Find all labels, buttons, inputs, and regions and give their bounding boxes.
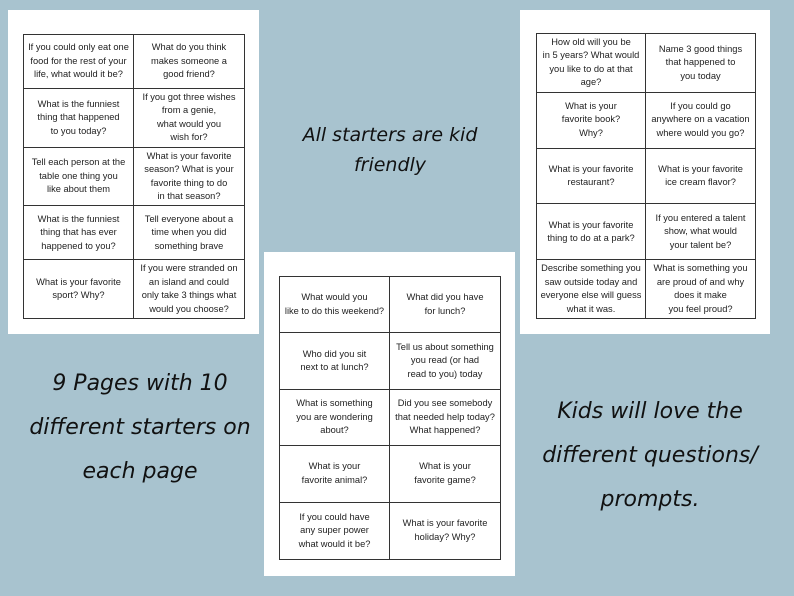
prompt-card: If you could only eat one food for the rest of your life, what would it be? — [24, 35, 134, 89]
prompt-card: Tell us about something you read (or had read to you) today — [390, 333, 500, 389]
prompt-card: If you could have any super power what would it be? — [280, 503, 390, 559]
pages-count-caption: 9 Pages with 10 different starters on each page — [29, 371, 251, 484]
prompt-card: What is your favorite sport? Why? — [24, 260, 134, 318]
left-prompt-grid — [23, 34, 245, 319]
prompt-card: What is the funniest thing that happened to you today? — [24, 89, 134, 148]
right-worksheet — [520, 10, 770, 334]
center-worksheet — [264, 252, 515, 576]
prompt-card: What is your favorite season? What is your favorite thing to do in that season? — [134, 148, 244, 207]
prompt-card: What is your favorite thing to do at a park? — [537, 204, 646, 260]
prompt-card: What is your favorite ice cream flavor? — [646, 149, 755, 205]
prompt-card: Tell everyone about a time when you did something brave — [134, 206, 244, 260]
prompt-card: Name 3 good things that happened to you today — [646, 34, 755, 93]
prompt-card: What is your favorite game? — [390, 446, 500, 502]
prompt-card: What is your favorite restaurant? — [537, 149, 646, 205]
right-prompt-grid — [536, 33, 756, 319]
kids-love-caption: Kids will love the different questions/ prompts. — [542, 399, 758, 512]
prompt-card: If you could go anywhere on a vacation where would you go? — [646, 93, 755, 149]
prompt-card: What is something you are wondering about? — [280, 390, 390, 446]
prompt-card: Did you see somebody that needed help today? What happened? — [390, 390, 500, 446]
left-worksheet — [8, 10, 259, 334]
prompt-card: What is your favorite animal? — [280, 446, 390, 502]
prompt-card: Describe something you saw outside today and everyone else will guess what it was. — [537, 260, 646, 318]
prompt-card: What did you have for lunch? — [390, 277, 500, 333]
prompt-card: How old will you be in 5 years? What would you like to do at that age? — [537, 34, 646, 93]
prompt-card: What do you think makes someone a good friend? — [134, 35, 244, 89]
prompt-card: What is your favorite book? Why? — [537, 93, 646, 149]
prompt-card: Tell each person at the table one thing you like about them — [24, 148, 134, 207]
prompt-card: What is the funniest thing that has ever happened to you? — [24, 206, 134, 260]
prompt-card: If you got three wishes from a genie, what would you wish for? — [134, 89, 244, 148]
prompt-card: What would you like to do this weekend? — [280, 277, 390, 333]
prompt-card: What is your favorite holiday? Why? — [402, 518, 488, 542]
kid-friendly-caption: All starters are kid friendly — [302, 124, 478, 176]
center-prompt-grid — [279, 276, 501, 560]
prompt-card: Who did you sit next to at lunch? — [280, 333, 390, 389]
prompt-card: If you were stranded on an island and could only take 3 things what would you choose? — [140, 263, 238, 314]
prompt-card: What is something you are proud of and why does it make you feel proud? — [653, 263, 748, 314]
prompt-card: If you entered a talent show, what would your talent be? — [646, 204, 755, 260]
